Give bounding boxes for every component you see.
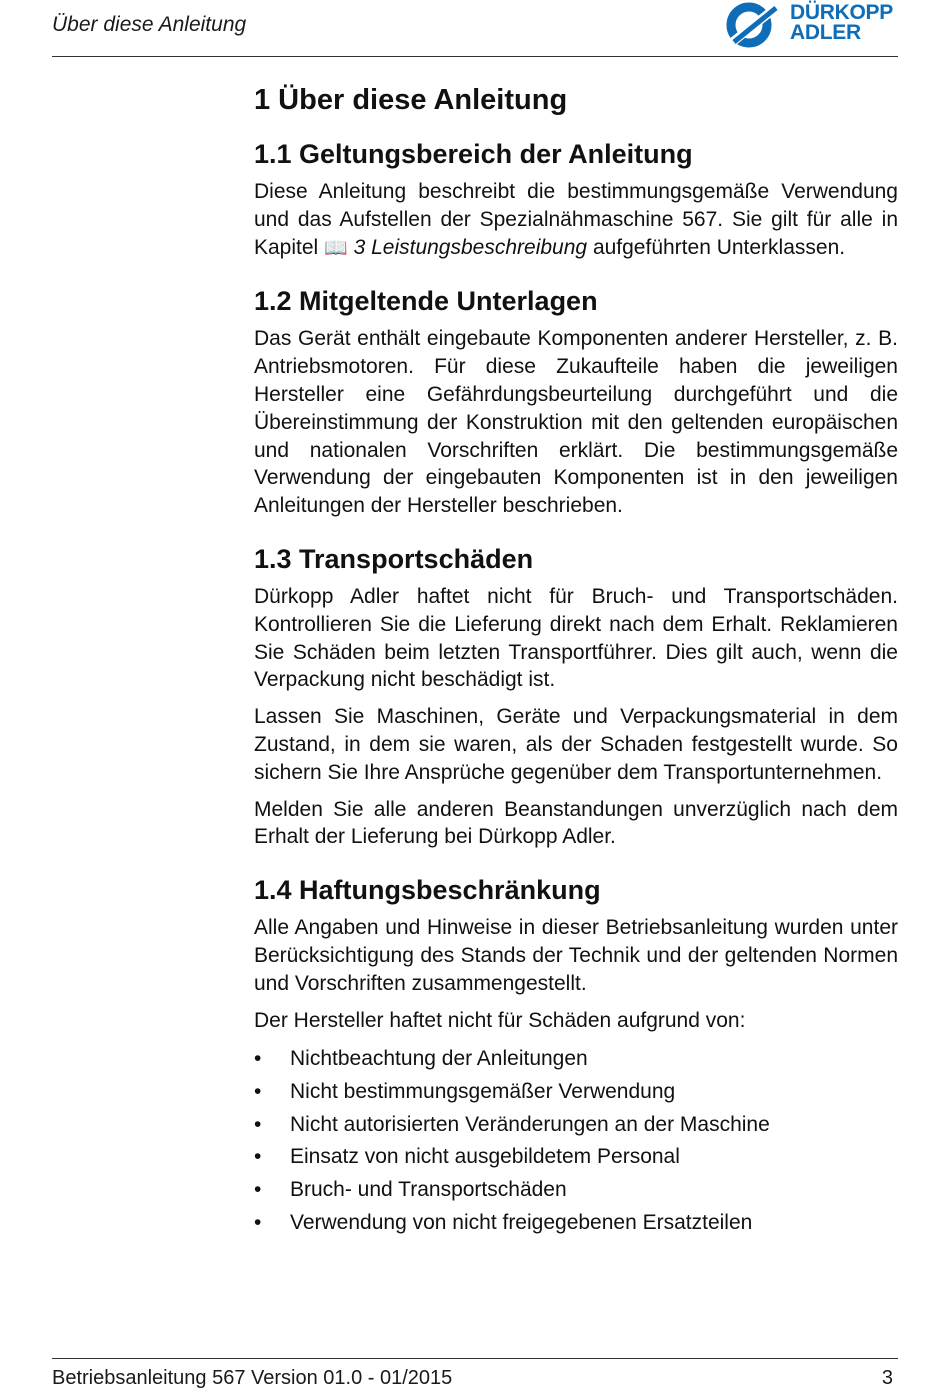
logo-mark-icon: [726, 2, 786, 48]
section-paragraph: Der Hersteller haftet nicht für Schäden aufgrund von:: [254, 1008, 746, 1032]
bullet-icon: •: [254, 1080, 262, 1104]
section-title: 1.3 Transportschäden: [254, 543, 534, 574]
section-paragraph: Lassen Sie Maschinen, Geräte und Verpackungsmaterial in dem Zustand, in dem sie waren, als der Schaden festgestellt wurde. So sichern Sie Ihre Ansprüche gegenüber dem Transportunternehmen.: [254, 705, 898, 784]
bullet-icon: •: [254, 1178, 262, 1202]
section-paragraph: Melden Sie alle anderen Beanstandungen unverzüglich nach dem Erhalt der Lieferung bei Dürkopp Adler.: [254, 797, 898, 849]
bullet-icon: •: [254, 1145, 262, 1169]
cross-reference-link[interactable]: 3 Leistungsbeschreibung: [353, 235, 588, 259]
logo-line-2: ADLER: [790, 21, 861, 44]
section-paragraph: Dürkopp Adler haftet nicht für Bruch- und Transportschäden. Kontrollieren Sie die Lieferung direkt nach dem Erhalt. Reklamieren Sie Schäden beim letzten Transportführer. Dies gilt auch, wenn die Verpackung nicht beschädigt ist.: [254, 584, 898, 692]
section-1-2: [254, 283, 898, 520]
section-title: 1.1 Geltungsbereich der Anleitung: [254, 139, 693, 169]
list-item: [254, 1141, 898, 1174]
list-item-text: Verwendung von nicht freigegebenen Ersatzteilen: [290, 1210, 753, 1234]
bullet-icon: •: [254, 1112, 262, 1136]
page-number: 3: [881, 1367, 893, 1389]
bullet-icon: •: [254, 1047, 262, 1071]
book-icon: 📖: [324, 237, 348, 259]
chapter-title: 1 Über diese Anleitung: [254, 84, 568, 116]
list-item-text: Einsatz von nicht ausgebildetem Personal: [290, 1145, 680, 1169]
bullet-icon: •: [254, 1210, 262, 1234]
section-title: 1.4 Haftungsbeschränkung: [254, 875, 601, 906]
section-paragraph: Alle Angaben und Hinweise in dieser Betriebsanleitung wurden unter Berücksichtigung des Stands der Technik und der geltenden Normen und Vorschriften zusammengestellt.: [254, 916, 898, 995]
section-title: 1.2 Mitgeltende Unterlagen: [254, 286, 598, 317]
liability-list: [254, 1043, 898, 1239]
footer-divider: [52, 1358, 898, 1359]
list-item: [254, 1043, 898, 1076]
page-content: [254, 80, 898, 1261]
list-item-text: Nichtbeachtung der Anleitungen: [290, 1047, 588, 1071]
paragraph-text: aufgeführten Unterklassen.: [592, 235, 846, 259]
list-item: [254, 1174, 898, 1207]
duerkopp-adler-logo: [726, 2, 898, 48]
section-1-4: [254, 872, 898, 1239]
header-divider: [52, 56, 898, 57]
running-header-title: Über diese Anleitung: [52, 13, 247, 36]
list-item: [254, 1109, 898, 1142]
list-item: [254, 1207, 898, 1240]
paragraph-text: Diese Anleitung beschreibt die bestimmungsgemäße Verwendung und das Aufstellen der Spezialnähmaschine 567. Sie gilt für alle in Kapitel: [254, 180, 898, 259]
section-1-3: [254, 541, 898, 851]
section-1-1: [254, 136, 898, 262]
section-paragraph: Das Gerät enthält eingebaute Komponenten anderer Hersteller, z. B. Antriebsmotoren. Für diese Zukaufteile haben die jeweiligen Hersteller eine Gefährdungsbeurteilung durchgeführt und die Übereinstimmung der Konstruktion mit den geltenden europäischen und nationalen Vorschriften erklärt. Die bestimmungsgemäße Verwendung der eingebauten Komponenten ist in den jeweiligen Anleitungen der Hersteller beschrieben.: [254, 327, 898, 518]
section-paragraph: [254, 178, 898, 262]
list-item-text: Bruch- und Transportschäden: [290, 1178, 567, 1202]
logo-line-1: DÜRKOPP: [790, 1, 893, 24]
footer-document-info: Betriebsanleitung 567 Version 01.0 - 01/2015: [52, 1367, 453, 1389]
list-item-text: Nicht bestimmungsgemäßer Verwendung: [290, 1080, 676, 1104]
logo-wordmark: [790, 3, 893, 43]
list-item-text: Nicht autorisierten Veränderungen an der Maschine: [290, 1112, 770, 1136]
list-item: [254, 1076, 898, 1109]
